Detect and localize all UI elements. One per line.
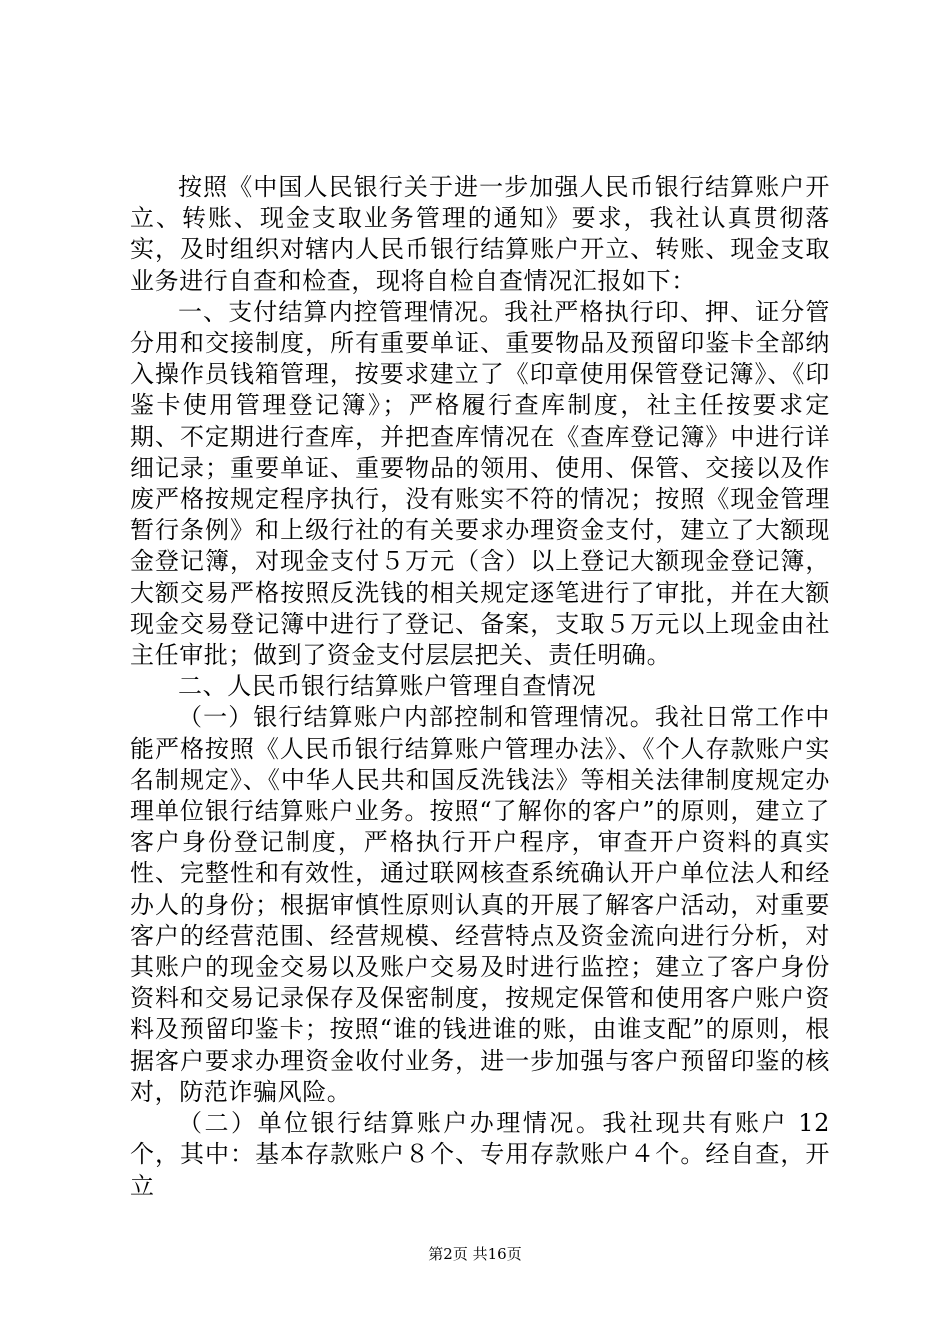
section-two-heading: 二、人民币银行结算账户管理自查情况: [178, 672, 597, 701]
subsection-one-paragraph: （一）银行结算账户内部控制和管理情况。我社日常工作中能严格按照《人民币银行结算账户管理办法》、《个人存款账户实名制规定》、《中华人民共和国反洗钱法》等相关法律制度规定办理单位银行结算账户业务。按照“了解你的客户”的原则，建立了客户身份登记制度，严格执行开户程序，审查开户资料的真实性、完整性和有效性，通过联网核查系统确认开户单位法人和经办人的身份；根据审慎性原则认真的开展了解客户活动，对重要客户的经营范围、经营规模、经营特点及资金流向进行分析，对其账户的现金交易以及账户交易及时进行监控；建立了客户身份资料和交易记录保存及保密制度，按规定保管和使用客户账户资料及预留印鉴卡；按照“谁的钱进谁的账，由谁支配”的原则，根据客户要求办理资金收付业务，进一步加强与客户预留印鉴的核对，防范诈骗风险。: [130, 703, 830, 1106]
intro-paragraph: 按照《中国人民银行关于进一步加强人民币银行结算账户开立、转账、现金支取业务管理的通知》要求，我社认真贯彻落实，及时组织对辖内人民币银行结算账户开立、转账、现金支取业务进行自查和检查，现将自检自查情况汇报如下：: [130, 173, 830, 295]
page-number-footer: 第2页 共16页: [428, 1245, 522, 1263]
document-body: [130, 172, 830, 1202]
subsection-two-paragraph: （二）单位银行结算账户办理情况。我社现共有账户 12 个，其中：基本存款账户８个、专用存款账户４个。经自查，开立: [130, 1109, 830, 1200]
section-one-paragraph: 一、支付结算内控管理情况。我社严格执行印、押、证分管分用和交接制度，所有重要单证、重要物品及预留印鉴卡全部纳入操作员钱箱管理，按要求建立了《印章使用保管登记簿》、《印鉴卡使用管理登记簿》；严格履行查库制度，社主任按要求定期、不定期进行查库，并把查库情况在《查库登记簿》中进行详细记录；重要单证、重要物品的领用、使用、保管、交接以及作废严格按规定程序执行，没有账实不符的情况；按照《现金管理暂行条例》和上级行社的有关要求办理资金支付，建立了大额现金登记簿，对现金支付５万元（含）以上登记大额现金登记簿，大额交易严格按照反洗钱的相关规定逐笔进行了审批，并在大额现金交易登记簿中进行了登记、备案，支取５万元以上现金由社主任审批；做到了资金支付层层把关、责任明确。: [130, 297, 830, 670]
